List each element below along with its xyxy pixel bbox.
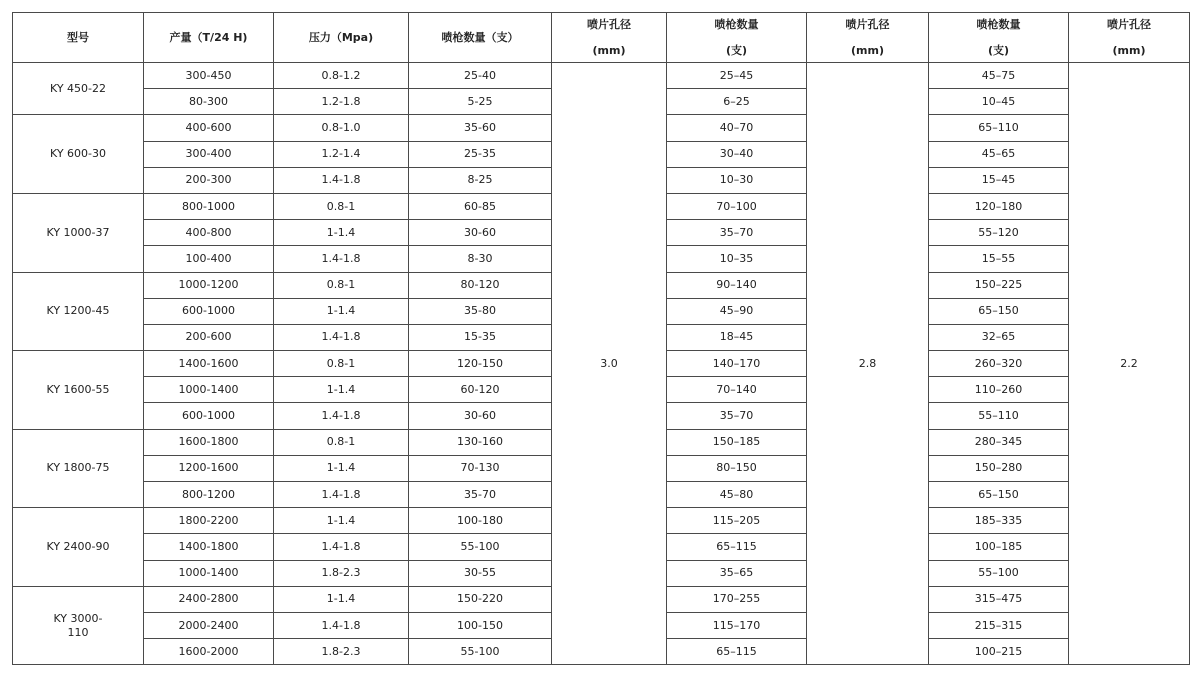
spec-table [12,12,1190,665]
gun-count-b-cell: 115–205 [667,508,807,534]
gun-count-b-cell: 35–70 [667,403,807,429]
gun-count-a-cell: 8-30 [409,246,552,272]
pressure-cell: 1.4-1.8 [274,324,409,350]
output-cell: 1200-1600 [144,455,274,481]
output-cell: 1600-2000 [144,639,274,665]
output-cell: 1400-1600 [144,351,274,377]
pressure-cell: 1-1.4 [274,377,409,403]
output-cell: 1600-1800 [144,429,274,455]
gun-count-b-cell: 45–90 [667,298,807,324]
output-cell: 600-1000 [144,403,274,429]
gun-count-b-cell: 35–65 [667,560,807,586]
header-nozzle-c-label: 喷片孔径 [1107,17,1151,31]
model-cell: KY 1600-55 [13,351,144,430]
pressure-cell: 1.8-2.3 [274,639,409,665]
gun-count-a-cell: 5-25 [409,89,552,115]
gun-count-a-cell: 15-35 [409,324,552,350]
header-nozzle-c [1069,13,1190,63]
gun-count-a-cell: 25-40 [409,63,552,89]
gun-count-b-cell: 90–140 [667,272,807,298]
header-nozzle-c-unit: (mm) [1112,43,1146,57]
table-row [13,63,1190,89]
gun-count-a-cell: 70-130 [409,455,552,481]
gun-count-c-cell: 120–180 [929,193,1069,219]
output-cell: 2000-2400 [144,612,274,638]
output-cell: 300-400 [144,141,274,167]
gun-count-c-cell: 260–320 [929,351,1069,377]
pressure-cell: 1.2-1.8 [274,89,409,115]
gun-count-a-cell: 25-35 [409,141,552,167]
gun-count-a-cell: 60-120 [409,377,552,403]
gun-count-b-cell: 65–115 [667,534,807,560]
gun-count-c-cell: 215–315 [929,612,1069,638]
gun-count-a-cell: 30-55 [409,560,552,586]
pressure-cell: 1.4-1.8 [274,482,409,508]
header-gun-b-unit: (支) [725,43,748,57]
model-cell: KY 600-30 [13,115,144,194]
pressure-cell: 1-1.4 [274,298,409,324]
gun-count-c-cell: 55–110 [929,403,1069,429]
gun-count-c-cell: 45–65 [929,141,1069,167]
gun-count-c-cell: 100–215 [929,639,1069,665]
header-nozzle-a [552,13,667,63]
output-cell: 200-600 [144,324,274,350]
gun-count-a-cell: 35-60 [409,115,552,141]
header-gun-c-unit: (支) [987,43,1010,57]
gun-count-c-cell: 185–335 [929,508,1069,534]
gun-count-b-cell: 10–35 [667,246,807,272]
gun-count-c-cell: 55–120 [929,220,1069,246]
model-cell: KY 2400-90 [13,508,144,587]
output-cell: 400-600 [144,115,274,141]
gun-count-a-cell: 35-70 [409,482,552,508]
gun-count-b-cell: 80–150 [667,455,807,481]
header-output: 产量（T/24 H) [144,13,274,63]
gun-count-b-cell: 170–255 [667,586,807,612]
pressure-cell: 1-1.4 [274,586,409,612]
gun-count-a-cell: 100-180 [409,508,552,534]
gun-count-c-cell: 15–45 [929,167,1069,193]
nozzle-c-cell: 2.2 [1069,63,1190,665]
pressure-cell: 1.4-1.8 [274,246,409,272]
header-model: 型号 [13,13,144,63]
output-cell: 1800-2200 [144,508,274,534]
model-cell: KY 1200-45 [13,272,144,351]
gun-count-a-cell: 100-150 [409,612,552,638]
gun-count-c-cell: 15–55 [929,246,1069,272]
pressure-cell: 1.2-1.4 [274,141,409,167]
header-nozzle-b-label: 喷片孔径 [845,17,890,31]
output-cell: 600-1000 [144,298,274,324]
header-row [13,13,1190,63]
gun-count-a-cell: 60-85 [409,193,552,219]
pressure-cell: 1-1.4 [274,455,409,481]
output-cell: 1000-1400 [144,377,274,403]
output-cell: 200-300 [144,167,274,193]
header-gun-c [929,13,1069,63]
output-cell: 1400-1800 [144,534,274,560]
pressure-cell: 0.8-1 [274,272,409,298]
gun-count-b-cell: 30–40 [667,141,807,167]
gun-count-c-cell: 65–150 [929,482,1069,508]
gun-count-a-cell: 130-160 [409,429,552,455]
model-cell: KY 3000- 110 [13,586,144,665]
output-cell: 2400-2800 [144,586,274,612]
gun-count-c-cell: 150–225 [929,272,1069,298]
gun-count-a-cell: 55-100 [409,639,552,665]
gun-count-c-cell: 65–150 [929,298,1069,324]
gun-count-b-cell: 35–70 [667,220,807,246]
output-cell: 400-800 [144,220,274,246]
gun-count-c-cell: 10–45 [929,89,1069,115]
gun-count-a-cell: 30-60 [409,220,552,246]
gun-count-a-cell: 120-150 [409,351,552,377]
output-cell: 80-300 [144,89,274,115]
gun-count-b-cell: 140–170 [667,351,807,377]
pressure-cell: 1.4-1.8 [274,534,409,560]
model-cell: KY 1800-75 [13,429,144,508]
gun-count-c-cell: 100–185 [929,534,1069,560]
gun-count-b-cell: 65–115 [667,639,807,665]
header-gun-c-label: 喷枪数量 [976,17,1021,31]
pressure-cell: 1.4-1.8 [274,167,409,193]
gun-count-c-cell: 110–260 [929,377,1069,403]
header-nozzle-a-unit: (mm) [592,43,626,57]
pressure-cell: 1.4-1.8 [274,612,409,638]
gun-count-b-cell: 25–45 [667,63,807,89]
output-cell: 1000-1400 [144,560,274,586]
gun-count-a-cell: 8-25 [409,167,552,193]
gun-count-a-cell: 150-220 [409,586,552,612]
output-cell: 100-400 [144,246,274,272]
pressure-cell: 0.8-1 [274,429,409,455]
pressure-cell: 0.8-1 [274,351,409,377]
spec-table-body [13,63,1190,665]
nozzle-b-cell: 2.8 [807,63,929,665]
gun-count-b-cell: 70–140 [667,377,807,403]
output-cell: 300-450 [144,63,274,89]
gun-count-a-cell: 30-60 [409,403,552,429]
model-cell: KY 450-22 [13,63,144,115]
gun-count-b-cell: 70–100 [667,193,807,219]
gun-count-c-cell: 65–110 [929,115,1069,141]
header-nozzle-b-unit: (mm) [851,43,884,57]
header-pressure: 压力（Mpa) [274,13,409,63]
pressure-cell: 1-1.4 [274,220,409,246]
gun-count-b-cell: 6–25 [667,89,807,115]
gun-count-b-cell: 115–170 [667,612,807,638]
model-cell: KY 1000-37 [13,193,144,272]
gun-count-b-cell: 10–30 [667,167,807,193]
gun-count-c-cell: 315–475 [929,586,1069,612]
gun-count-b-cell: 18–45 [667,324,807,350]
gun-count-c-cell: 150–280 [929,455,1069,481]
gun-count-a-cell: 80-120 [409,272,552,298]
gun-count-c-cell: 32–65 [929,324,1069,350]
gun-count-b-cell: 150–185 [667,429,807,455]
header-nozzle-a-label: 喷片孔径 [587,17,631,31]
output-cell: 800-1200 [144,482,274,508]
gun-count-b-cell: 45–80 [667,482,807,508]
gun-count-a-cell: 55-100 [409,534,552,560]
pressure-cell: 1-1.4 [274,508,409,534]
nozzle-a-cell: 3.0 [552,63,667,665]
pressure-cell: 0.8-1 [274,193,409,219]
header-gun-count: 喷枪数量（支） [409,13,552,63]
pressure-cell: 1.8-2.3 [274,560,409,586]
gun-count-c-cell: 45–75 [929,63,1069,89]
header-gun-b [667,13,807,63]
gun-count-c-cell: 55–100 [929,560,1069,586]
header-gun-b-label: 喷枪数量 [714,17,759,31]
pressure-cell: 1.4-1.8 [274,403,409,429]
gun-count-c-cell: 280–345 [929,429,1069,455]
gun-count-b-cell: 40–70 [667,115,807,141]
pressure-cell: 0.8-1.0 [274,115,409,141]
header-nozzle-b [807,13,929,63]
gun-count-a-cell: 35-80 [409,298,552,324]
output-cell: 1000-1200 [144,272,274,298]
output-cell: 800-1000 [144,193,274,219]
pressure-cell: 0.8-1.2 [274,63,409,89]
